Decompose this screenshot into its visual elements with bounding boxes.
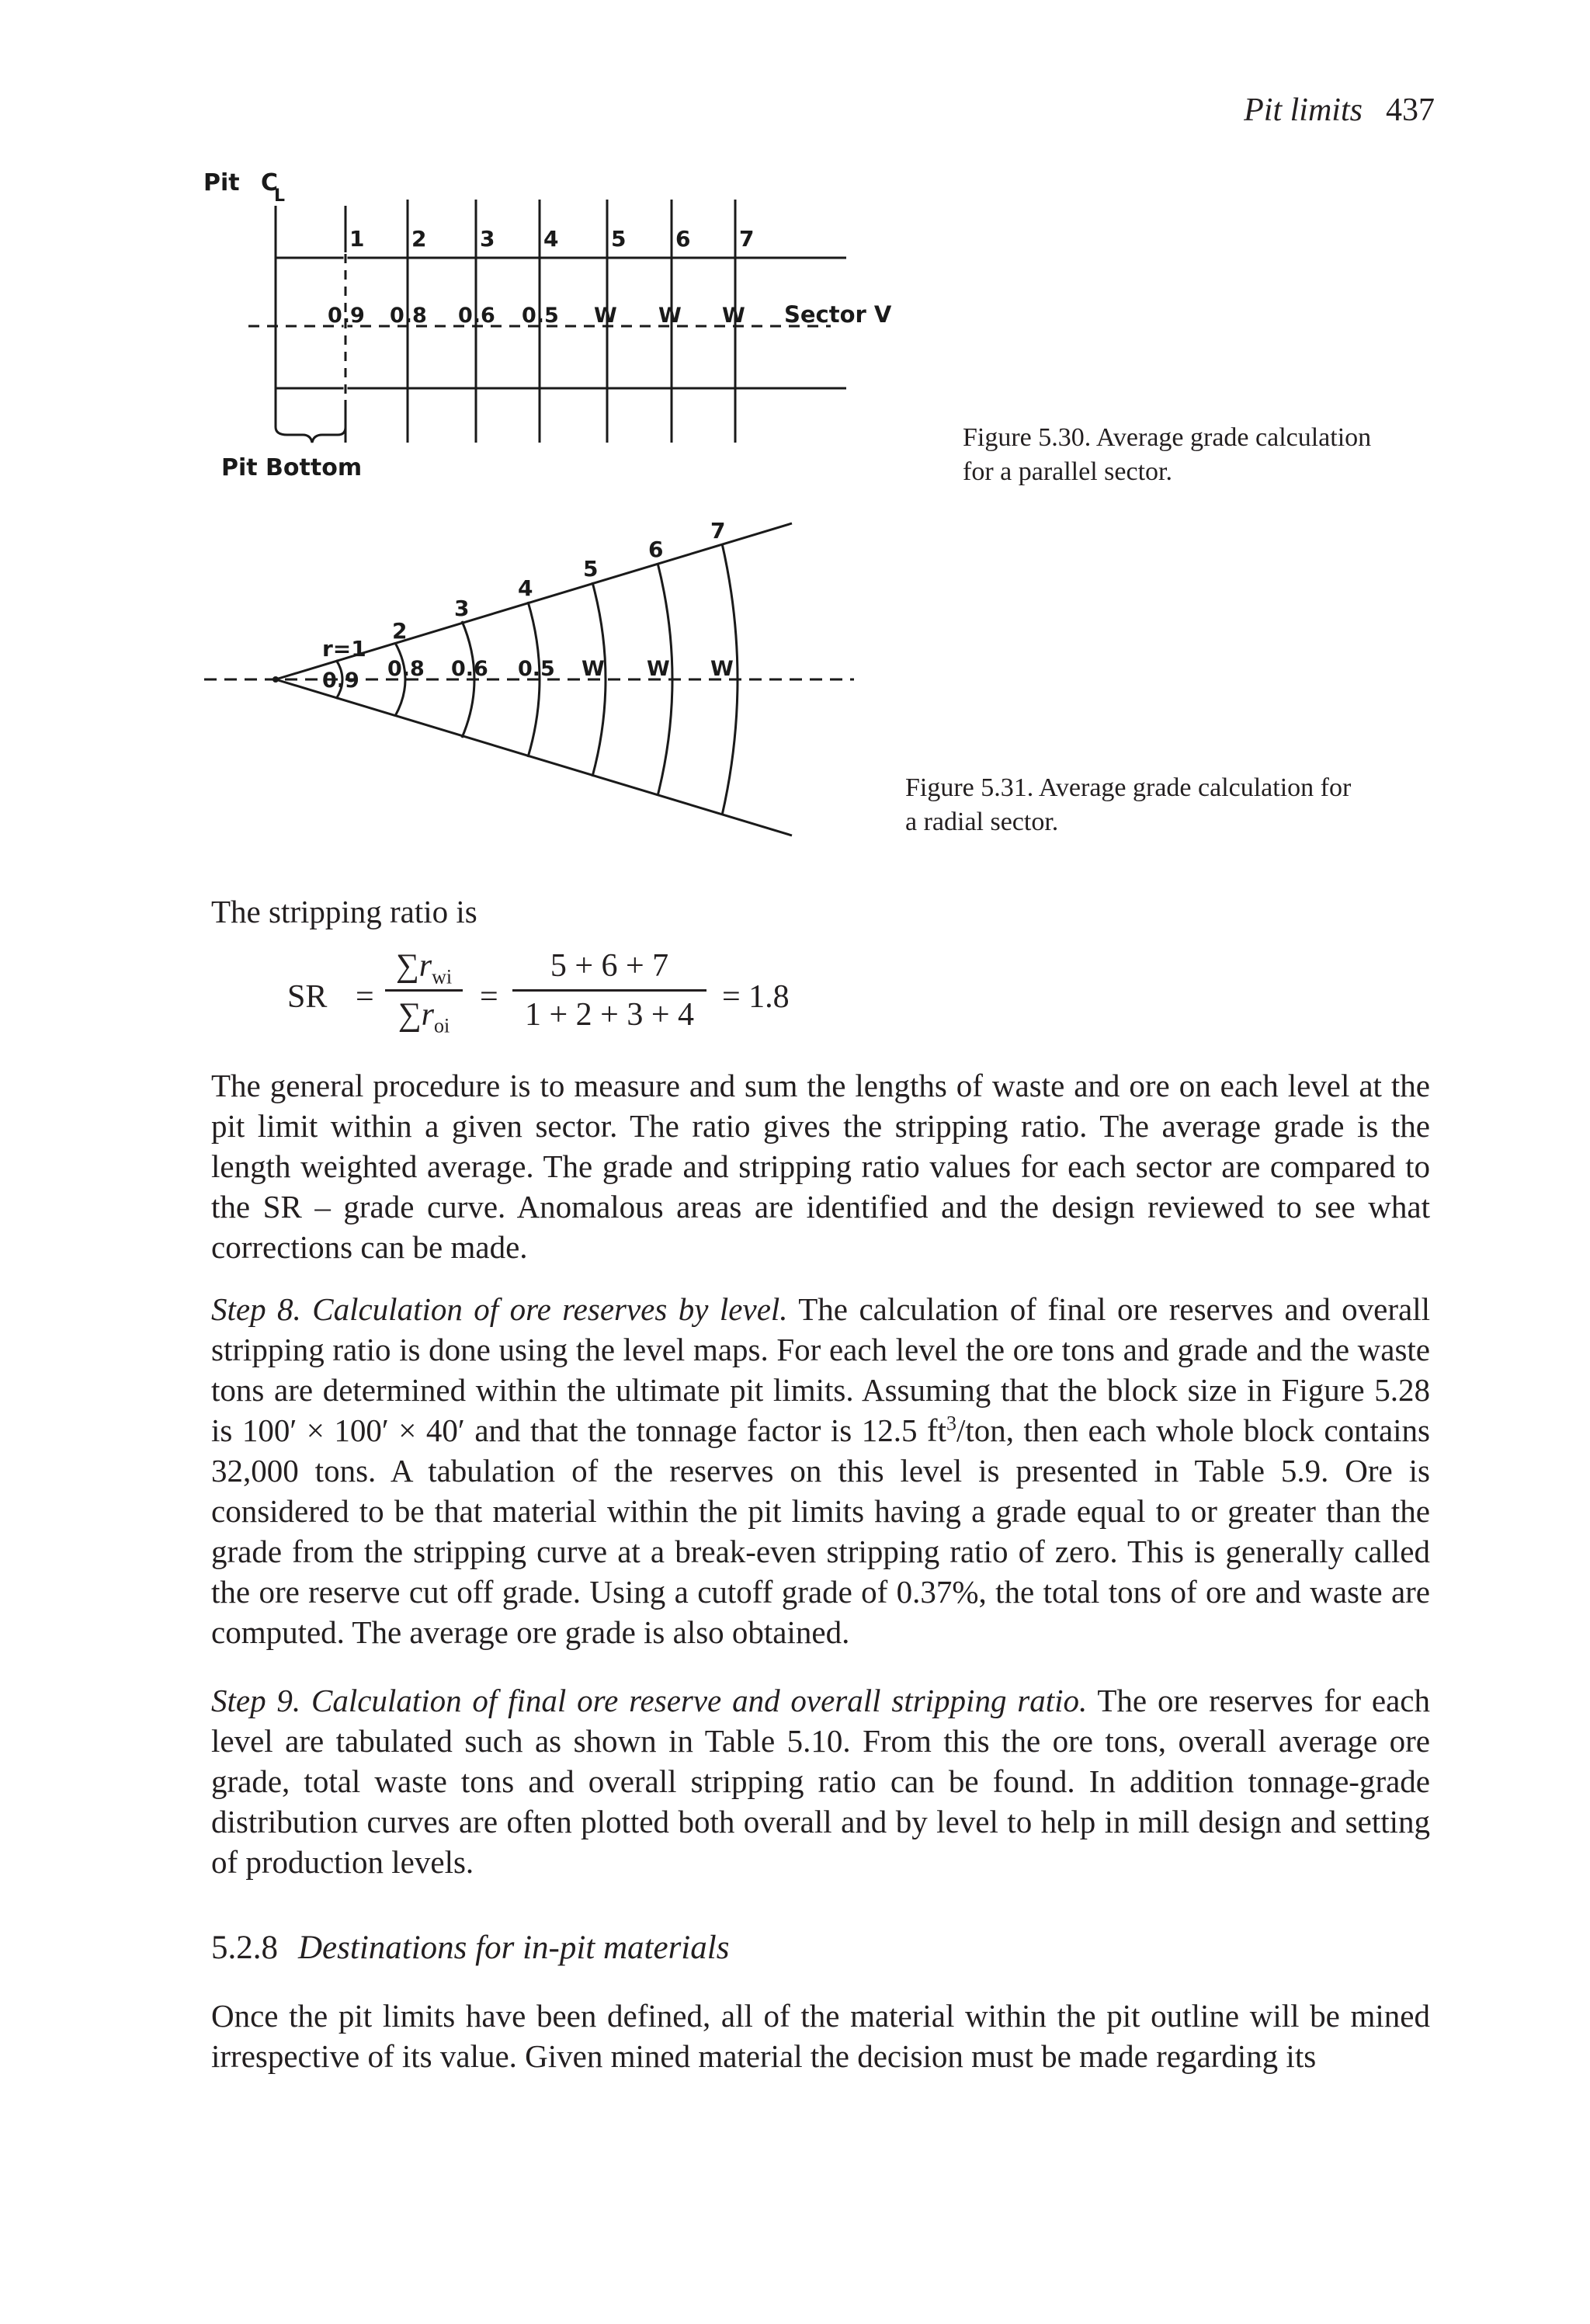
eq-result: = 1.8 [722,979,790,1015]
step-9-label: Step 9. Calculation of final ore reserve and overall stripping ratio. [211,1683,1088,1718]
grade-value: W [658,304,682,328]
page-number: 437 [1386,92,1435,128]
arc-number: 3 [454,596,470,621]
paragraph-step-9 [211,1680,1430,1882]
centerline-sub-label: L [274,186,286,206]
num-var: r [418,948,432,984]
sum-symbol: ∑ [395,948,419,984]
sum-fraction [385,947,463,1037]
arc-number: 4 [518,575,533,601]
den-var: r [421,997,435,1033]
paragraph-destinations: Once the pit limits have been defined, all of the material within the pit outline will be mined irrespective of its value. Given mined material the decision must be made regarding its [211,1998,1430,2074]
value-fraction [512,947,706,1033]
section-title: Destinations for in-pit materials [298,1930,730,1966]
grade-value: 0.5 [518,657,555,681]
pit-label: Pit [203,169,240,196]
caption-line: for a parallel sector. [963,457,1172,486]
grade-value: 0.5 [522,304,559,328]
grade-value: W [647,657,670,681]
den-sub: oi [434,1014,450,1037]
sector-label: Sector V [784,301,892,328]
grade-value: 0.8 [390,304,427,328]
section-number: 5.2.8 [211,1930,278,1966]
figure-5-30-parallel-sector [194,167,939,493]
arc-number: 5 [583,556,599,582]
arc-number: 2 [392,618,408,644]
column-number: 2 [411,226,427,252]
grade-value: W [722,304,745,328]
denominator: 1 + 2 + 3 + 4 [524,997,695,1033]
sum-numerator [385,947,463,988]
figure-5-31-radial-sector [198,512,881,854]
centerline-label: C [261,169,279,196]
column-number: 6 [675,226,691,252]
lower-sector-ray [276,679,792,835]
grade-value: W [594,304,617,328]
grade-value: 0.6 [458,304,495,328]
num-sub: wi [432,965,453,988]
running-header [1244,92,1435,129]
grade-value: 0.9 [328,304,365,328]
column-number: 1 [349,226,365,252]
sum-symbol: ∑ [398,997,422,1033]
caption-line: Figure 5.30. Average grade calculation [963,423,1372,452]
step-8-text-cont: /ton, then each whole block contains 32,000 tons. A tabulation of the reserves on this level is presented in Table 5.9. Ore is considered to be that material within the pit limits having a grade equal to or greater than the grade from the stripping curve at a break-even stripping ratio of zero. This is generally called the ore reserve cut off grade. Using a cutoff grade of 0.37%, the total tons of ore and waste are computed. The average ore grade is also obtained. [211,1412,1430,1650]
eq-sign: = [356,979,374,1015]
figure-5-31-caption [905,771,1351,839]
radius-label: r=1 [322,636,366,662]
section-heading [211,1929,729,1967]
running-title: Pit limits [1244,92,1363,128]
arc-number: 7 [710,518,726,544]
sum-denominator [385,996,463,1037]
step-8-label: Step 8. Calculation of ore reserves by level. [211,1291,788,1327]
column-number: 4 [543,226,559,252]
arc-number: 6 [648,537,664,562]
column-number: 3 [480,226,495,252]
eq-sign: = [480,979,498,1015]
numerator: 5 + 6 + 7 [550,948,669,984]
step-9-text: The ore reserves for each level are tabulated such as shown in Table 5.10. From this the ore tons, overall average ore grade, total waste tons and overall stripping ratio can be found. In addition tonnage-grade distribution curves are often plotted both overall and by level to help in mill design and setting of production levels. [211,1683,1430,1880]
grade-value: 0.6 [451,657,488,681]
step-8-text: The calculation of final ore reserves and overall stripping ratio is done using the level maps. For each level the ore tons and grade and the waste tons are determined within the ultimate pit limits. Assuming that the block size in Figure 5.28 is 100′ × 100′ × 40′ and that the tonnage factor is 12.5 ft [211,1291,1430,1448]
paragraph-general: The general procedure is to measure and sum the lengths of waste and ore on each level at the pit limit within a given sector. The ratio gives the stripping ratio. The average grade is the length weighted average. The grade and stripping ratio values for each sector are compared to the SR – grade curve. Anomalous areas are identified and the design reviewed to see what corrections can be made. [211,1068,1430,1265]
column-number: 5 [611,226,627,252]
caption-line: Figure 5.31. Average grade calculation for [905,773,1352,802]
paragraph-step-8 [211,1289,1430,1652]
caption-line: a radial sector. [905,808,1059,836]
stripping-intro: The stripping ratio is [211,894,477,929]
column-number: 7 [739,226,755,252]
pit-bottom-label: Pit Bottom [221,454,363,481]
grade-value: 0.8 [387,657,425,681]
grade-value: 0.9 [322,669,359,693]
eq-lhs: SR [287,979,328,1015]
grade-value: W [581,657,605,681]
grade-value: W [710,657,734,681]
step-8-superscript: 3 [946,1412,956,1435]
figure-5-30-caption [963,421,1371,489]
